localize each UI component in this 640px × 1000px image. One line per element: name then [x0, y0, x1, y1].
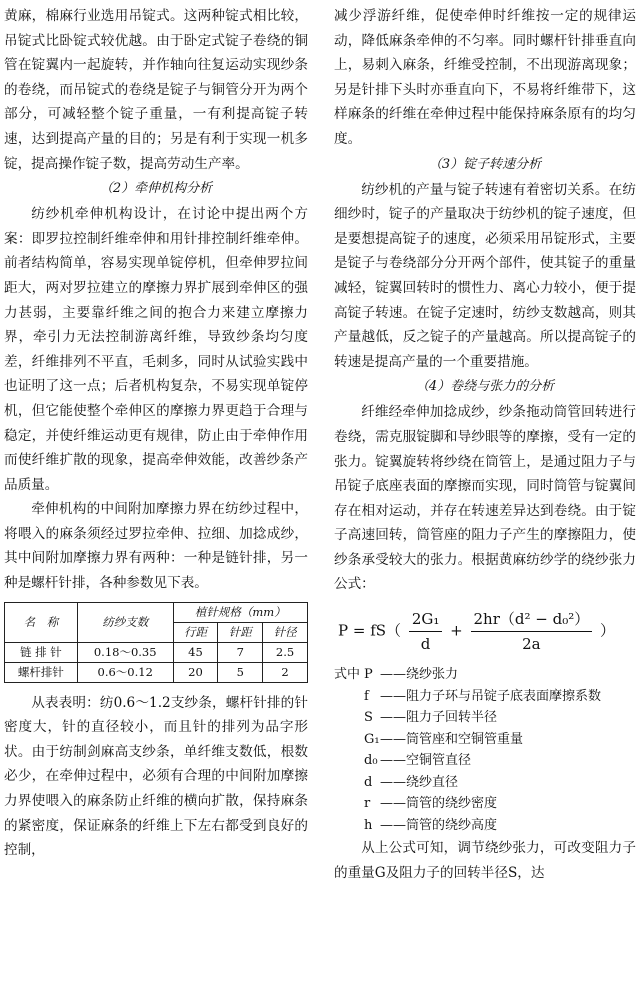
paragraph: 纤维经牵伸加捻成纱，纱条拖动筒管回转进行卷绕，需克服锭脚和导纱眼等的摩擦，受有一定的张力。锭翼旋转将纱绕在筒管上，是通过阻力子与吊锭子底座表面的摩擦而实现，同时筒管与锭翼间存在相对运动，并存在转速差异达到卷绕。由于锭子高速回转，筒管座的阻力子产生的摩擦阻力，使纱条承受较大的张力。根据黄麻纺纱学的绕纱张力公式：: [334, 404, 636, 593]
list-item: [334, 729, 636, 751]
legend-description: ——筒管座和空铜管重量: [380, 731, 524, 747]
legend-description: ——阻力子环与吊锭子底表面摩擦系数: [380, 688, 602, 704]
table-cell: 45: [173, 642, 218, 662]
table-cell: 2.5: [263, 642, 308, 662]
formula-fraction-2: [471, 607, 593, 656]
tension-formula: P = fS（ $\frac{\text{2G₁}}{d}$ + $\frac{\text{2hr（d² − d₀²）}}{2a}$ ）: [334, 607, 636, 656]
legend-symbol: r: [364, 796, 371, 812]
section-heading: （4）卷绕与张力的分析: [415, 379, 555, 395]
table-cell: 0.18～0.35: [77, 642, 173, 662]
table-header-count: 纺纱支数: [77, 602, 173, 642]
table-cell: 7: [218, 642, 263, 662]
legend-symbol: P: [364, 667, 373, 683]
legend-description: ——筒管的绕纱密度: [380, 796, 498, 812]
paragraph: 牵伸机构的中间附加摩擦力界在纺纱过程中，将喂入的麻条须经过罗拉牵伸、拉细、加捻成纱，其中间附加摩擦力界有两种：一种是链针排，另一种是螺杆针排，各种参数见下表。: [4, 501, 308, 592]
fraction-denominator: d: [420, 635, 431, 654]
table-cell: 20: [173, 662, 218, 682]
fraction-numerator: 2hr（d² − d₀²）: [471, 607, 593, 632]
formula-lhs: P = fS: [338, 621, 387, 640]
table-cell: 螺杆排针: [5, 662, 78, 682]
paragraph: 黄麻，棉麻行业选用吊锭式。这两种锭式相比较，吊锭式比卧锭式较优越。由于卧定式锭子卷绕的铜管在锭翼内一起旋转，并作轴向往复运动实现纱条的卷绕，而吊锭式的卷绕是锭子与铜管分开为两个部分，可减轻整个锭子重量，一有利提高锭子转速，达到提高产量的目的；另是有利于实现一机多锭，提高操作锭子数，提高劳动生产率。: [4, 8, 308, 172]
table-row: [5, 642, 308, 662]
legend-symbol: d: [364, 774, 373, 790]
legend-head: 式中: [334, 667, 361, 683]
table-cell: 2: [263, 662, 308, 682]
paragraph: 从上公式可知，调节绕纱张力，可改变阻力子的重量G及阻力子的回转半径S，达: [334, 840, 636, 881]
legend-description: ——筒管的绕纱高度: [380, 817, 498, 833]
legend-description: ——空铜管直径: [380, 753, 472, 769]
list-item: [334, 707, 636, 729]
table-row: [5, 662, 308, 682]
legend-symbol: G₁: [364, 731, 380, 747]
list-item: [334, 793, 636, 815]
formula-legend: [334, 664, 636, 836]
table-cell: 链 排 针: [5, 642, 78, 662]
legend-description: ——绕纱张力: [380, 667, 459, 683]
table-header-name: 名 称: [5, 602, 78, 642]
left-column: [4, 4, 308, 863]
section-heading: （2）牵伸机构分析: [99, 181, 213, 197]
table-header-row: 行距: [173, 622, 218, 642]
legend-symbol: f: [364, 688, 369, 704]
formula-fraction-1: [409, 607, 443, 656]
legend-symbol: d₀: [364, 753, 378, 769]
list-item: [334, 772, 636, 794]
parameter-table: [4, 602, 308, 683]
table-cell: 5: [218, 662, 263, 682]
legend-symbol: S: [364, 710, 373, 726]
table-header-pitch: 针距: [218, 622, 263, 642]
list-item: [334, 815, 636, 837]
list-item: [334, 664, 636, 686]
section-heading: （3）锭子转速分析: [428, 156, 542, 172]
table-header-dia: 针径: [263, 622, 308, 642]
paragraph: 纺纱机的产量与锭子转速有着密切关系。在纺细纱时，锭子的产量取决于纺纱机的锭子速度，但是要想提高锭子的速度，必须采用吊锭形式，主要是锭子与卷绕部分分开两个部件，使其锭子的重量减轻，锭翼回转时的惯性力、离心力较小，便于提高锭子转速。在锭子定速时，纺纱支数越高，则其产量越低，反之锭子的产量越高。所以提高锭子的转速是提高产量的一个重要措施。: [334, 181, 636, 370]
legend-description: ——绕纱直径: [380, 774, 459, 790]
list-item: [334, 686, 636, 708]
paragraph: 减少浮游纤维，促使牵伸时纤维按一定的规律运动，降低麻条牵伸的不匀率。同时螺杆针排垂直向上，易刺入麻条，纤维受控制，不出现游离现象；另是针排下头时亦垂直向下，不易将纤维带下，这样麻条的纤维在牵伸过程中能保持麻条原有的均匀度。: [334, 8, 636, 147]
formula-plus: +: [450, 621, 463, 640]
paragraph: 从表表明：纺0.6～1.2支纱条，螺杆针排的针密度大，针的直径较小，而且针的排列为品字形状。由于纺制剑麻高支纱条，单纤维支数低，根数必少，在牵伸过程中，必须有合理的中间附加摩擦力界使喂入的麻条防止纤维的横向扩散，保持麻条的紧密度，保证麻条的纤维上下左右都受到良好的控制，: [4, 694, 308, 859]
legend-description: ——阻力子回转半径: [380, 710, 498, 726]
right-column: [334, 4, 636, 885]
paragraph: 纺纱机牵伸机构设计，在讨论中提出两个方案：即罗拉控制纤维牵伸和用针排控制纤维牵伸。前者结构简单，容易实现单锭停机，但牵伸罗拉间距大，两对罗拉建立的摩擦力界扩展到牵伸区的强力甚弱，主要靠纤维之间的抱合力来建立摩擦力界，牵引力无法控制游离纤维，导致纱条均匀度差，纤维排列不平直，毛刺多，同时从试验实践中也证明了这一点；后者机构复杂，不易实现单锭停机，但它能使整个牵伸区的摩擦力界更趋于合理与稳定，并使纤维运动更有规律，防止由于牵伸作用而使纤维扩散的现象，提高牵伸效能，改善纱条产品质量。: [4, 206, 308, 493]
list-item: [334, 750, 636, 772]
table-cell: 0.6～0.12: [77, 662, 173, 682]
fraction-numerator: 2G₁: [409, 607, 443, 632]
legend-symbol: h: [364, 817, 373, 833]
fraction-denominator: 2a: [522, 635, 541, 654]
formula-close: ）: [600, 621, 616, 640]
table-header-spec: 植针规格（mm）: [173, 602, 307, 622]
